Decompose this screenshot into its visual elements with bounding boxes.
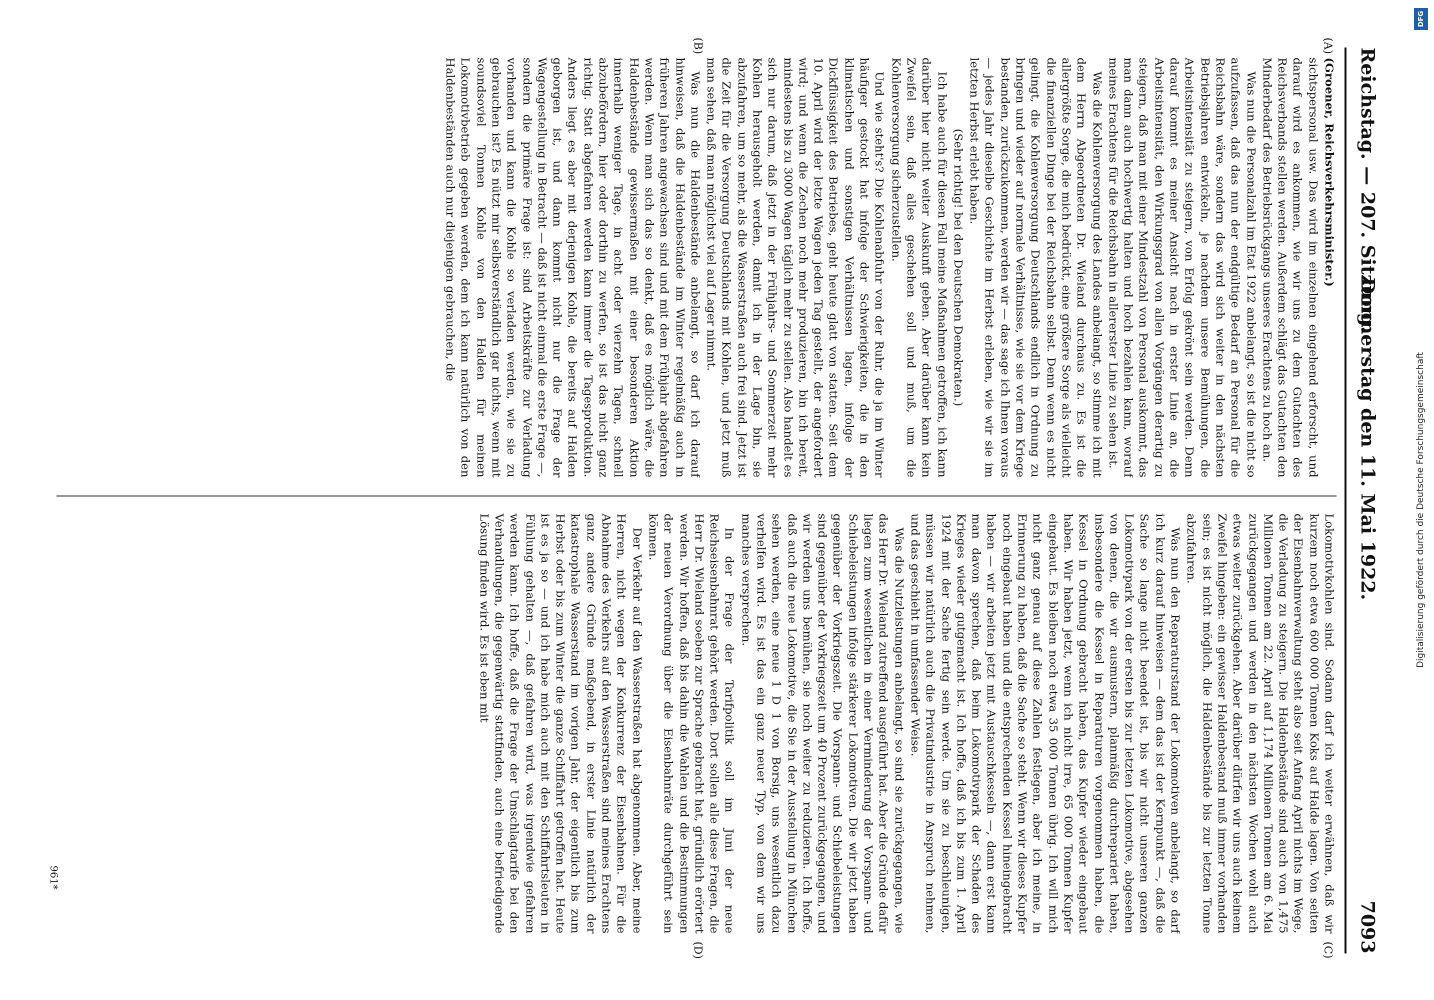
- right-column: [52, 513, 1337, 933]
- paragraph: Ich habe auch für diesen Fall meine Maßnahmen getroffen, ich kann darüber hier nicht weiter Auskunft geben. Aber darüber kann kein Zweifel sein, daß alles geschehen soll und muß, um die Kohlenversorgung sicherzustellen.: [889, 57, 950, 477]
- header-date: Donnerstag den 11. Mai 1922.: [1356, 277, 1379, 600]
- header-left: Reichstag. — 207. Sitzung.: [1356, 47, 1379, 333]
- margin-marker-c: (C): [1321, 941, 1335, 958]
- column-divider: [57, 495, 1337, 496]
- paragraph: Was die Kohlenversorgung des Landes anbelangt, so stimme ich mit dem Herrn Abgeordneten Dr. Wieland durchaus zu. Es ist die allergrößte Sorge, die mich bedrückt, eine größere Sorge als vielleicht die finanziellen Dinge bei der Reichsbahn selbst. Denn wenn es nicht gelingt, die Kohlenversorgung Deutschlands endlich in Ordnung zu bringen und wieder auf normale Verhältnisse, wie sie vor dem Kriege bestanden, zurückzukommen, werden wir — das sage ich Ihnen voraus — jedes Jahr dieselbe Geschichte im Herbst erleben, wie wir sie im letzten Herbst erlebt haben.: [967, 57, 1105, 477]
- paragraph: Und wie steht's? Die Kohlenabfuhr von der Ruhr, die ja im Winter häufiger gestockt hat infolge der Schwierigkeiten, die in den klimatischen und sonstigen Verhältnissen lagen, infolge der Dickflüssigkeit des Betriebes, geht heute glatt von statten. Seit dem 10. April wird der letzte Wagen jeden Tag gestellt, der angefordert wird; und wenn die Zechen noch mehr produzieren, bin ich bereit, mindestens bis zu 3000 Wagen täglich mehr zu stellen. Also handelt es sich nur darum, daß jetzt in der Frühjahrs- und Sommerzeit mehr Kohlen herausgeholt werden, damit ich in der Lage bin, sie abzufahren, um so mehr, als die Wasserstraßen auch frei sind. Jetzt ist die Zeit für die Versorgung Deutschlands mit Kohlen, und jetzt muß man sehen, daß man möglichst viel auf Lager nimmt.: [704, 57, 887, 477]
- left-column: [52, 57, 1337, 477]
- margin-marker-d: (D): [691, 941, 705, 959]
- paragraph: Der Verkehr auf den Wasserstraßen hat abgenommen. Aber, meine Herren, nicht wegen der Konkurrenz der Eisenbahnen. Für die Abnahme des Verkehrs auf den Wasserstraßen sind meines Erachtens ganz andere Gründe maßgebend, in erster Linie natürlich der katastrophale Wasserstand im vorigen Jahr, der eigentlich bis zum Herbst oder bis zum Winter die ganze Schiffahrt getroffen hat. Heute ist es ja so — und ich habe mich auch mit den Schiffahrtsleuten in Fühlung gehalten —, daß gefahren wird, was irgendwie gefahren werden kann. Ich hoffe, daß die Frage der Umschlagtarife bei den Verhandlungen, die gegenwärtig stattfinden, auch eine befriedigende Lösung finden wird. Es ist eben mit: [477, 513, 645, 933]
- interjection: (Sehr richtig! bei den Deutschen Demokraten.): [951, 128, 966, 406]
- speaker-line: (Groener, Reichsverkehrsminister.): [1322, 57, 1337, 287]
- side-credit: [1412, 10, 1430, 990]
- paragraph: Was die Nutzleistungen anbelangt, so sind sie zurückgegangen, wie das Herr Dr. Wieland zutreffend ausgeführt hat. Aber die Gründe dafür liegen zum wesentlichen in einer Verminderung der Vorspann- und Schiebeleistungen infolge stärkerer Lokomotiven. Die wir jetzt haben gegenüber der Vorkriegszeit. Die Vorspann- und Schiebeleistungen sind gegenüber der Vorkriegszeit um 40 Prozent zurückgegangen, und wir werden uns bemühen, sie noch weiter zu reduzieren. Ich hoffe, daß auch die neue Lokomotive, die Sie in der Ausstellung in München sehen werden, eine neue 1 D 1 von Borsig, uns wesentlich dazu verhelfen wird. Es ist das ein ganz neuer Typ, von dem wir uns manches versprechen.: [739, 513, 907, 933]
- footer-number: 961*: [47, 865, 59, 890]
- paragraph: Was nun die Personalzahl im Etat 1922 anbelangt, so ist die nicht so aufzufassen, daß das nun der endgültige Bedarf an Personal für die Reichsbahn wäre, sondern das wird sich weiter in den nächsten Betriebsjahren entwickeln, je nachdem unsere Bemühungen, die Arbeitsintensität zu steigern, von Erfolg gekrönt sein werden. Denn darauf kommt es meiner Ansicht nach in erster Linie an, die Arbeitsintensität, den Wirkungsgrad von allen Vorgängen derartig zu steigern, daß man mit einer Mindestzahl von Personal auskommt, das man dann auch hochwertig halten und hoch bezahlen kann, worauf meines Erachtens für die Reichsbahn in allererster Linie zu sehen ist.: [1106, 57, 1259, 477]
- paragraph: Was nun die Haldenbestände anbelangt, so darf ich darauf hinweisen, daß die Haldenbestände im Winter regelmäßig auch in früheren Jahren angewachsen sind und mit dem Frühjahr abgefahren werden. Wenn man sich das so denkt, daß es möglich wäre, die Haldenbestände gewissermaßen mit einer besonderen Aktion innerhalb weniger Tage, in acht oder vierzehn Tagen, schnell abzubefördern, hier oder dorthin zu werfen, so ist das nicht ganz richtig. Statt abgefahren werden kann immer die Tagesproduktion. Anders liegt es aber mit derjenigen Kohle, die bereits auf Halden geborgen ist, und dann kommt nicht nur die Frage der Wagengestellung in Betracht — daß ist nicht einmal die erste Frage —, sondern die primäre Frage ist: sind Arbeitskräfte zur Verladung vorhanden und kann die Kohle so verladen werden, wie sie zu gebrauchen ist? Es nützt mir selbstverständlich gar nichts, wenn mit soundsoviel Tonnen Kohle von den Halden für meinen Lokomotivbetrieb gegeben werden, dem ich kann natürlich von den Haldenbeständen auch nur diejenigen gebrauchen, die: [443, 57, 703, 477]
- margin-marker-a: (A): [1321, 37, 1335, 54]
- running-head: [1347, 47, 1383, 953]
- digitization-credit: Digitalisierung gefördert durch die Deutsche Forschungsgemeinschaft: [1416, 352, 1426, 668]
- rotated-page: [40, 35, 1395, 965]
- page-number: 7093: [1356, 900, 1379, 953]
- dfg-logo-text: DFG: [1417, 10, 1425, 28]
- paragraph: sichtspersonal usw. Das wird im einzelnen eingehend erforscht, und darauf wird es ankommen, wie wir uns zu dem Gutachten des Reichsverbands stellen werden. Außerdem schlägt das Gutachten den Minderbedarf des Betriebsrückgangs unseres Erachtens zu hoch an.: [1260, 57, 1321, 477]
- paragraph: Was nun den Reparaturstand der Lokomotiven anbelangt, so darf ich kurz darauf hinweisen — dem das ist der Kernpunkt —, daß die Sache so lange nicht beendet ist, bis wir nicht unseren ganzen Lokomotivpark von der ersten bis zur letzten Lokomotive, abgesehen von denen, die wir ausmustern, planmäßig durchrepariert haben, insbesondere die Kessel in Reparaturen vorgenommen haben, die Kessel in Ordnung gebracht haben, das Kupfer wieder eingebaut haben. Wir haben jetzt, wenn ich nicht irre, 65 000 Tonnen Kupfer eingebaut. Es bleiben noch etwa 35 000 Tonnen übrig. Ich will mich nicht ganz genau auf diese Zahlen festlegen, aber ich meine, in Erinnerung zu haben, daß die Sache so steht. Wenn wir dieses Kupfer noch eingebaut haben und die entsprechenden Kessel hineingebracht haben — wir arbeiten jetzt mit Austauschkesseln —, dann erst kann man davon sprechen, daß beim Lokomotivpark der Schaden des Krieges wieder gutgemacht ist. Ich hoffe, daß ich bis zum 1. April 1924 mit der Sache fertig sein werde. Um sie zu beschleunigen, müssen wir natürlich auch die Privatindustrie in Anspruch nehmen, und das geschieht in umfassender Weise.: [908, 513, 1183, 933]
- header-rule: [1345, 47, 1347, 953]
- paragraph: In der Frage der Tarifpolitik soll im Juni der neue Reichseisenbahnrat gehört werden. Dort sollen alle diese Fragen, die Herr Dr. Wieland soeben zur Sprache gebracht hat, gründlich erörtert werden. Wir hoffen, daß bis dahin die Wahlen und die Bestimmungen der neuen Verordnung über die Eisenbahnräte durchgeführt sein können.: [646, 513, 737, 933]
- paragraph: Lokomotivkohlen sind. Sodann darf ich weiter erwähnen, daß wir kurzem noch etwa 600 000 Tonnen Koks auf Halde lagen. Von seiten der Eisenbahnverwaltung steht also seit Anfang April nichts im Wege, die Verladung zu steigern. Die Haldenbestände sind auch von 1,475 Millionen Tonnen am 22. April auf 1,174 Millionen Tonnen am 6. Mai zurückgegangen und werden in den nächsten Wochen wohl auch etwas weiter zurückgehen. Aber darüber dürfen wir uns auch keinem Zweifel hingeben: ein gewisser Haldenbestand muß immer vorhanden sein; es ist nicht möglich, die Haldenbestände bis zur letzten Tonne abzufahren.: [1184, 513, 1337, 933]
- margin-marker-b: (B): [691, 37, 705, 54]
